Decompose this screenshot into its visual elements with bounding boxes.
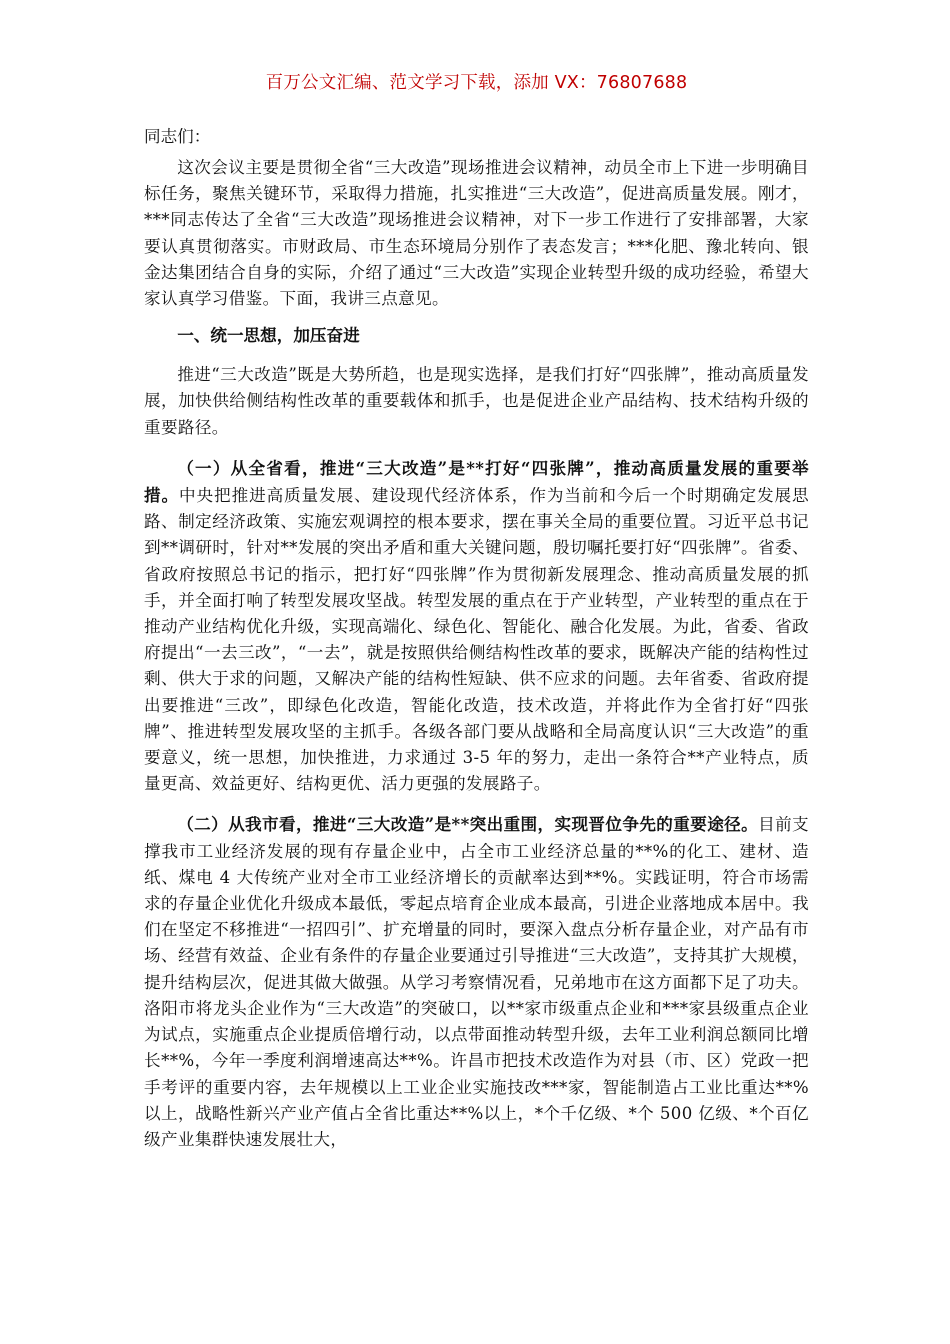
section-heading-1: 一、统一思想，加压奋进 [177,325,360,346]
section1-intro-paragraph: 推进“三大改造”既是大势所趋，也是现实选择，是我们打好“四张牌”，推动高质量发展，加快供给侧结构性改革的重要载体和抓手，也是促进企业产品结构、技术结构升级的重要路径。 [144,365,809,437]
salutation: 同志们： [144,127,211,146]
subsection-1-lead: （一）从全省看，推进“三大改造”是**打好“四张牌”，推动高质量发展的重要举措。 [144,457,809,506]
subsection-2-paragraph [144,811,809,1153]
subsection-1-paragraph [144,455,809,798]
document-page [144,66,809,1163]
subsection-2-body: 目前支撑我市工业经济发展的现有存量企业中，占全市工业经济总量的**%的化工、建材、造纸、煤电 4 大传统产业对全市工业经济增长的贡献率达到**%。实践证明，符合市场需求的存量企业优化升级成本最低，零起点培育企业成本最高，引进企业落地成本居中。我们在坚定不移推进“一招四引”、扩充增量的同时，要深入盘点分析存量企业，对产品有市场、经营有效益、企业有条件的存量企业要通过引导推进“三大改造”，支持其扩大规模，提升结构层次，促进其做大做强。从学习考察情况看，兄弟地市在这方面都下足了功夫。洛阳市将龙头企业作为“三大改造”的突破口，以**家市级重点企业和***家县级重点企业为试点，实施重点企业提质倍增行动，以点带面推动转型升级，去年工业利润总额同比增长**%，今年一季度利润增速高达**%。许昌市把技术改造作为对县（市、区）党政一把手考评的重要内容，去年规模以上工业企业实施技改***家，智能制造占工业比重达**%以上，战略性新兴产业产值占全省比重达**%以上，*个千亿级、*个 500 亿级、*个百亿级产业集群快速发展壮大， [144,815,809,1149]
subsection-1-body: 中央把推进高质量发展、建设现代经济体系，作为当前和今后一个时期确定发展思路、制定经济政策、实施宏观调控的根本要求，摆在事关全局的重要位置。习近平总书记到**调研时，针对**发展的突出矛盾和重大关键问题，殷切嘱托要打好“四张牌”。省委、省政府按照总书记的指示，把打好“四张牌”作为贯彻新发展理念、推动高质量发展的抓手，并全面打响了转型发展攻坚战。转型发展的重点在于产业转型，产业转型的重点在于推动产业结构优化升级，实现高端化、绿色化、智能化、融合化发展。为此，省委、省政府提出“一去三改”，“一去”，就是按照供给侧结构性改革的要求，既解决产能的结构性过剩、供大于求的问题，又解决产能的结构性短缺、供不应求的问题。去年省委、省政府提出要推进“三改”，即绿色化改造，智能化改造，技术改造，并将此作为全省打好“四张牌”、推进转型发展攻坚的主抓手。各级各部门要从战略和全局高度认识“三大改造”的重要意义，统一思想，加快推进，力求通过 3-5 年的努力，走出一条符合**产业特点，质量更高、效益更好、结构更优、活力更强的发展路子。 [144,486,809,794]
watermark-banner: 百万公文汇编、范文学习下载，添加 VX：76807688 [265,73,688,93]
opening-paragraph: 这次会议主要是贯彻全省“三大改造”现场推进会议精神，动员全市上下进一步明确目标任务，聚焦关键环节，采取得力措施，扎实推进“三大改造”，促进高质量发展。刚才，***同志传达了全省“三大改造”现场推进会议精神，对下一步工作进行了安排部署，大家要认真贯彻落实。市财政局、市生态环境局分别作了表态发言；***化肥、豫北转向、银金达集团结合自身的实际，介绍了通过“三大改造”实现企业转型升级的成功经验，希望大家认真学习借鉴。下面，我讲三点意见。 [144,158,809,309]
subsection-2-lead: （二）从我市看，推进“三大改造”是**突出重围，实现晋位争先的重要途径。 [177,814,759,835]
